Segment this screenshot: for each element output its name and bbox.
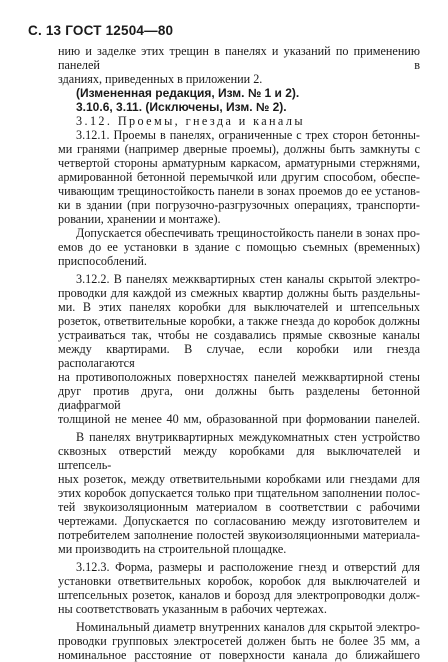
text-line: приспособлений. — [58, 254, 147, 268]
text-line: четвертой стороны арматурным каркасом, арматурными стержнями, — [58, 156, 420, 170]
text-line: проводки групповых электросетей должен быть не более 35 мм, а — [58, 634, 420, 648]
text-line: 3.12.1. Проемы в панелях, ограниченные с трех сторон бетонны- — [76, 128, 420, 142]
text-line: устраиваться так, чтобы не создавались прямые сквозные каналы — [58, 328, 420, 342]
text-line: В панелях внутриквартирных междукомнатных стен устройство — [76, 430, 420, 444]
text-line: тей звукоизоляционным материалом в соответствии с рабочими — [58, 500, 420, 514]
text-line: толщиной не менее 40 мм, образованной при формовании панелей. — [58, 412, 420, 426]
text-line: Номинальный диаметр внутренних каналов для скрытой электро- — [76, 620, 420, 634]
text-line: установки ответвительных коробок, коробок для выключателей и — [58, 574, 420, 588]
text-line: 3.12.3. Форма, размеры и расположение гнезд и отверстий для — [76, 560, 420, 574]
text-line: зданиях, приведенных в приложении 2. — [58, 72, 263, 86]
text-line: нию и заделке этих трещин в панелях и указаний по применению панелей в — [58, 44, 420, 72]
text-line: 3.10.6, 3.11. (Исключены, Изм. № 2). — [76, 100, 287, 114]
text-line: 3.12.2. В панелях межквартирных стен каналы скрытой электро- — [76, 272, 420, 286]
text-line: розеток, ответвительные коробки, а также гнезда до коробок должны — [58, 314, 420, 328]
document-body — [58, 44, 420, 662]
text-line: чивающим трещиностойкость панели в зонах проемов до ее установ- — [58, 184, 420, 198]
text-line: ных розеток, между ответвительными коробками или гнездами для — [58, 472, 420, 486]
text-line: ровании, хранении и монтаже). — [58, 212, 221, 226]
text-line: ми гранями (например дверные проемы), должны быть замкнуты с — [58, 142, 420, 156]
text-line: Допускается обеспечивать трещиностойкость панели в зонах про- — [76, 226, 420, 240]
text-line: емов до ее установки в здание с помощью съемных (временных) — [58, 240, 420, 254]
text-line: между квартирами. В случае, если коробки или гнезда располагаются — [58, 342, 420, 370]
text-line: на противоположных поверхностях панелей межквартирной стены — [58, 370, 420, 384]
text-line: номинальное расстояние от поверхности канала до ближайшего — [58, 648, 420, 662]
text-line: этих коробок допускается только при тщательном заполнении полос- — [58, 486, 420, 500]
page-header: С. 13 ГОСТ 12504—80 — [28, 23, 174, 38]
text-line: друг против друга, они должны быть разделены бетонной диафрагмой — [58, 384, 420, 412]
text-line: штепсельных розеток, каналов и борозд для электропроводки долж- — [58, 588, 420, 602]
text-line: армированной бетонной перемычкой или другим способом, обеспе- — [58, 170, 420, 184]
text-line: (Измененная редакция, Изм. № 1 и 2). — [76, 86, 300, 100]
text-line: ми. В этих панелях коробки для выключателей и штепсельных — [58, 300, 420, 314]
text-line: ны соответствовать указанным в рабочих чертежах. — [58, 602, 327, 616]
text-line: 3.12. Проемы, гнезда и каналы — [76, 114, 305, 128]
text-line: ки в здании (при погрузочно-разгрузочных операциях, транспорти- — [58, 198, 420, 212]
text-line: сквозных отверстий между коробками для выключателей и штепсель- — [58, 444, 420, 472]
text-line: ми производить на строительной площадке. — [58, 542, 287, 556]
text-line: чертежами. Допускается по согласованию между изготовителем и — [58, 514, 420, 528]
text-line: потребителем заполнение полостей звукоизоляционными материала- — [58, 528, 420, 542]
text-line: проводки для каждой из смежных квартир должны быть раздельны- — [58, 286, 420, 300]
